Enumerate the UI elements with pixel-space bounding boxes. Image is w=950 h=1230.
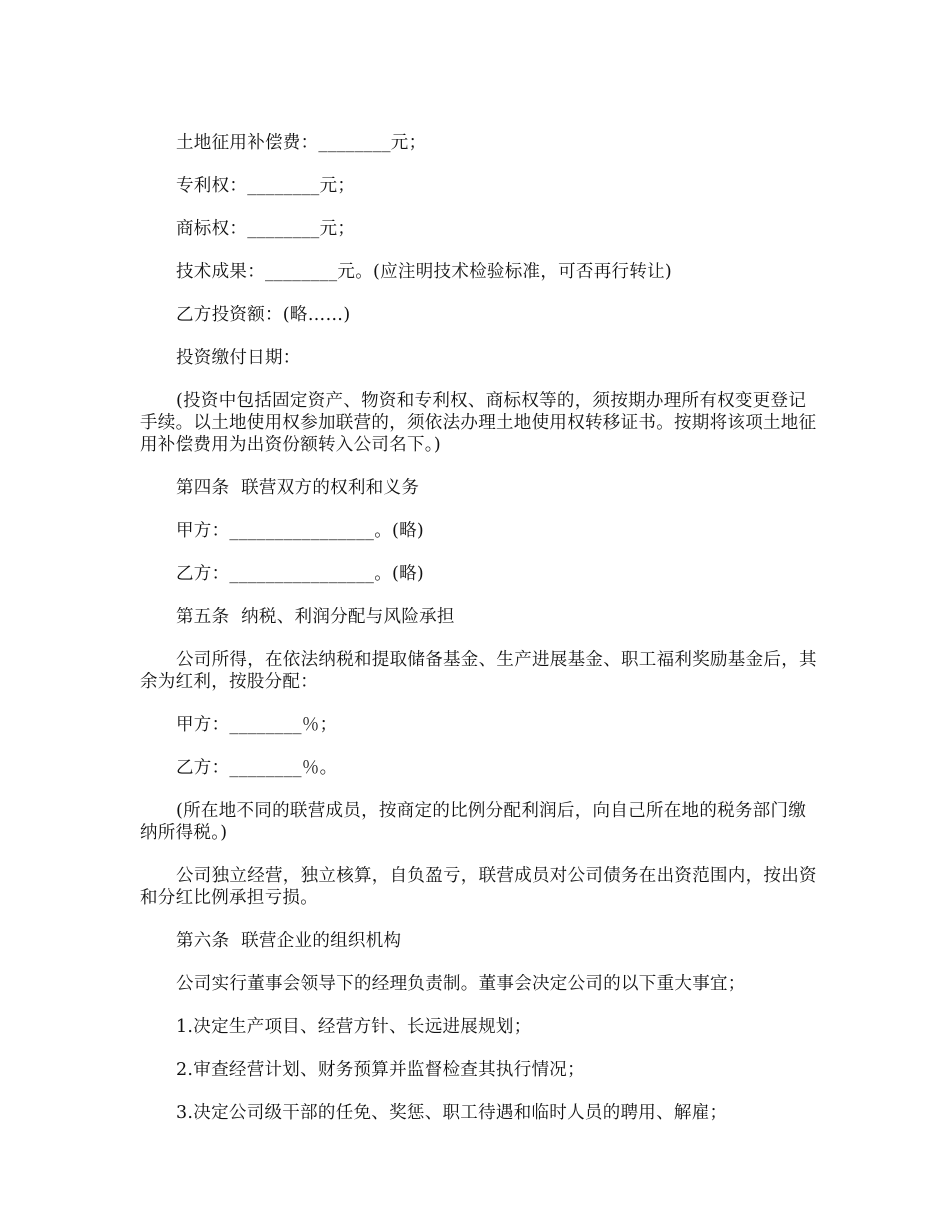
document-body <box>140 132 820 1145</box>
paragraph-trademark-right: 商标权：________元； <box>176 219 356 239</box>
list-item-2: 2.审查经营计划、财务预算并监督检查其执行情况； <box>176 1060 585 1080</box>
paragraph-article-5-party-b: 乙方：________％。 <box>176 758 338 778</box>
paragraph-article-4-party-a: 甲方：________________。(略) <box>176 521 425 541</box>
article-5-heading: 第五条 纳税、利润分配与风险承担 <box>176 607 455 627</box>
paragraph-article-5-party-a: 甲方：________％； <box>176 715 338 735</box>
list-item-1: 1.决定生产项目、经营方针、长远进展规划； <box>176 1017 532 1037</box>
paragraph-party-b-investment: 乙方投资额：(略……) <box>176 305 351 325</box>
list-item-3: 3.决定公司级干部的任免、奖惩、职工待遇和临时人员的聘用、解雇； <box>176 1103 728 1123</box>
article-6-heading: 第六条 联营企业的组织机构 <box>176 931 402 951</box>
paragraph-technical-achievement: 技术成果：________元。(应注明技术检验标准，可否再行转让) <box>176 262 673 282</box>
paragraph-tax-note: (所在地不同的联营成员，按商定的比例分配利润后，向自己所在地的税务部门缴纳所得税。) <box>140 801 807 843</box>
paragraph-article-4-party-b: 乙方：________________。(略) <box>176 564 425 584</box>
paragraph-profit-distribution: 公司所得，在依法纳税和提取储备基金、生产进展基金、职工福利奖励基金后，其余为红利，按股分配： <box>140 650 817 692</box>
paragraph-payment-date: 投资缴付日期： <box>176 348 301 368</box>
article-4-heading: 第四条 联营双方的权利和义务 <box>176 478 420 498</box>
paragraph-board-responsibility: 公司实行董事会领导下的经理负责制。董事会决定公司的以下重大事宜； <box>176 974 746 994</box>
paragraph-patent-right: 专利权：________元； <box>176 176 356 196</box>
paragraph-ownership-note: (投资中包括固定资产、物资和专利权、商标权等的，须按期办理所有权变更登记手续。以土地使用权参加联营的，须依法办理土地使用权转移证书。按期将该项土地征用补偿费用为出资份额转入公司名下。) <box>140 391 817 455</box>
paragraph-independent-operation: 公司独立经营，独立核算，自负盈亏，联营成员对公司债务在出资范围内，按出资和分红比例承担亏损。 <box>140 866 817 908</box>
paragraph-land-compensation: 土地征用补偿费：________元； <box>176 133 427 153</box>
